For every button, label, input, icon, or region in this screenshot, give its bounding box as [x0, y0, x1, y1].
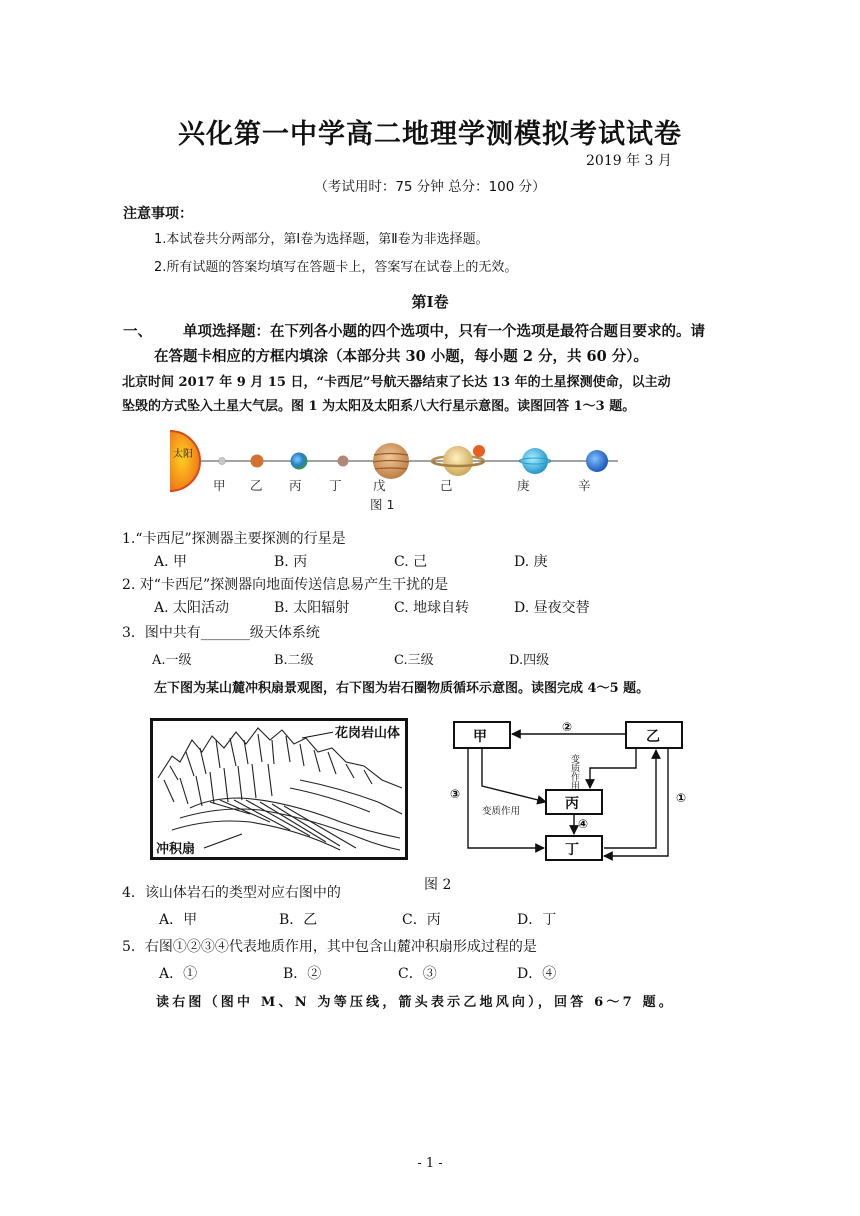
exam-date: 2019 年 3 月 — [586, 153, 672, 169]
q4-option-c: C．丙 — [402, 912, 441, 928]
notice-item-2: 2.所有试题的答案均填写在答题卡上，答案写在试卷上的无效。 — [154, 260, 518, 275]
planet-yi-icon — [251, 455, 264, 468]
arrow-label-1: ① — [676, 791, 687, 805]
q2-option-d: D. 昼夜交替 — [514, 600, 590, 616]
text-metamorphism-vertical: 变质作用 — [569, 754, 579, 790]
q2-option-b: B. 太阳辐射 — [274, 600, 350, 616]
box-label-yi: 乙 — [646, 729, 660, 745]
section-number: 一、 — [123, 323, 152, 340]
page-number: - 1 - — [417, 1156, 443, 1171]
q5-option-b: B．② — [283, 966, 322, 982]
q1-option-c: C. 己 — [394, 554, 428, 570]
exam-duration: （考试用时：75 分钟 总分：100 分） — [314, 179, 546, 195]
planet-jia-icon — [219, 458, 226, 465]
q2-option-a: A. 太阳活动 — [154, 600, 230, 616]
arrow-label-4: ④ — [578, 817, 589, 831]
planet-label-wu: 戊 — [373, 478, 386, 493]
moon-near-ji-icon — [473, 445, 485, 457]
q4-stem: 4．该山体岩石的类型对应右图中的 — [122, 885, 341, 901]
box-label-jia: 甲 — [473, 729, 487, 745]
arrow-label-2: ② — [562, 720, 573, 734]
figure2-caption: 图 2 — [424, 877, 452, 893]
q2-stem: 2. 对“卡西尼”探测器向地面传送信息易产生干扰的是 — [122, 577, 449, 593]
intro1-line2: 坠毁的方式坠入土星大气层。图 1 为太阳及太阳系八大行星示意图。读图回答 1～3 题。 — [122, 399, 636, 414]
planet-label-geng: 庚 — [517, 478, 530, 493]
q1-option-a: A. 甲 — [154, 554, 188, 570]
box-label-bing: 丙 — [565, 796, 579, 812]
q2-option-c: C. 地球自转 — [394, 600, 470, 616]
planet-label-jia: 甲 — [213, 478, 226, 493]
q1-option-d: D. 庚 — [514, 554, 548, 570]
q4-option-a: A．甲 — [159, 912, 198, 928]
q3-option-d: D.四级 — [509, 653, 550, 668]
planet-label-xin: 辛 — [578, 478, 591, 493]
page-title: 兴化第一中学高二地理学测模拟考试试卷 — [178, 119, 682, 150]
figure1-caption: 图 1 — [370, 497, 395, 512]
planet-label-ding: 丁 — [329, 478, 342, 493]
intro2: 左下图为某山麓冲积扇景观图，右下图为岩石圈物质循环示意图。读图完成 4～5 题。 — [154, 681, 650, 696]
planet-label-bing: 丙 — [289, 478, 302, 493]
text-metamorphism: 变质作用 — [482, 806, 521, 817]
planet-ding-icon — [338, 456, 349, 467]
q3-stem: 3．图中共有_______级天体系统 — [122, 625, 320, 641]
intro1-line1: 北京时间 2017 年 9 月 15 日，“卡西尼”号航天器结束了长达 13 年的土星探测使命，以主动 — [122, 375, 671, 390]
q1-stem: 1.“卡西尼”探测器主要探测的行星是 — [122, 531, 346, 547]
figure2-rock-cycle — [446, 716, 716, 866]
intro3: 读右图（图中 M、N 为等压线，箭头表示乙地风向），回答 6～7 题。 — [156, 995, 675, 1010]
section-instruction-line2: 在答题卡相应的方框内填涂（本部分共 30 小题，每小题 2 分，共 60 分）。 — [154, 348, 648, 365]
q3-option-a: A.一级 — [152, 653, 192, 668]
q3-option-b: B.二级 — [274, 653, 314, 668]
planet-label-yi: 乙 — [250, 478, 263, 493]
q1-option-b: B. 丙 — [274, 554, 308, 570]
notice-item-1: 1.本试卷共分两部分，第Ⅰ卷为选择题，第Ⅱ卷为非选择题。 — [154, 232, 489, 247]
q5-option-c: C．③ — [398, 966, 437, 982]
notice-heading: 注意事项： — [123, 206, 193, 222]
sun-icon — [170, 431, 200, 491]
sun-label: 太阳 — [173, 449, 193, 460]
part1-heading: 第Ⅰ卷 — [411, 293, 449, 311]
planet-geng-icon — [522, 448, 548, 474]
q5-option-a: A．① — [159, 966, 198, 982]
q4-option-d: D．丁 — [517, 912, 557, 928]
q5-option-d: D．④ — [517, 966, 557, 982]
figure1-solar-system — [170, 425, 620, 520]
q3-option-c: C.三级 — [394, 653, 434, 668]
planet-bing-icon — [291, 453, 308, 470]
planet-xin-icon — [586, 450, 608, 472]
section-instruction-line1: 单项选择题：在下列各小题的四个选项中，只有一个选项是最符合题目要求的。请 — [183, 323, 705, 340]
label-granite-mountain: 花岗岩山体 — [335, 726, 401, 741]
q5-stem: 5．右图①②③④代表地质作用，其中包含山麓冲积扇形成过程的是 — [122, 939, 537, 955]
planet-label-ji: 己 — [440, 478, 453, 493]
figure2-alluvial-fan — [150, 718, 408, 860]
q4-option-b: B．乙 — [279, 912, 318, 928]
label-alluvial-fan: 冲积扇 — [156, 842, 196, 857]
box-label-ding: 丁 — [565, 842, 579, 858]
arrow-label-3: ③ — [450, 787, 461, 801]
